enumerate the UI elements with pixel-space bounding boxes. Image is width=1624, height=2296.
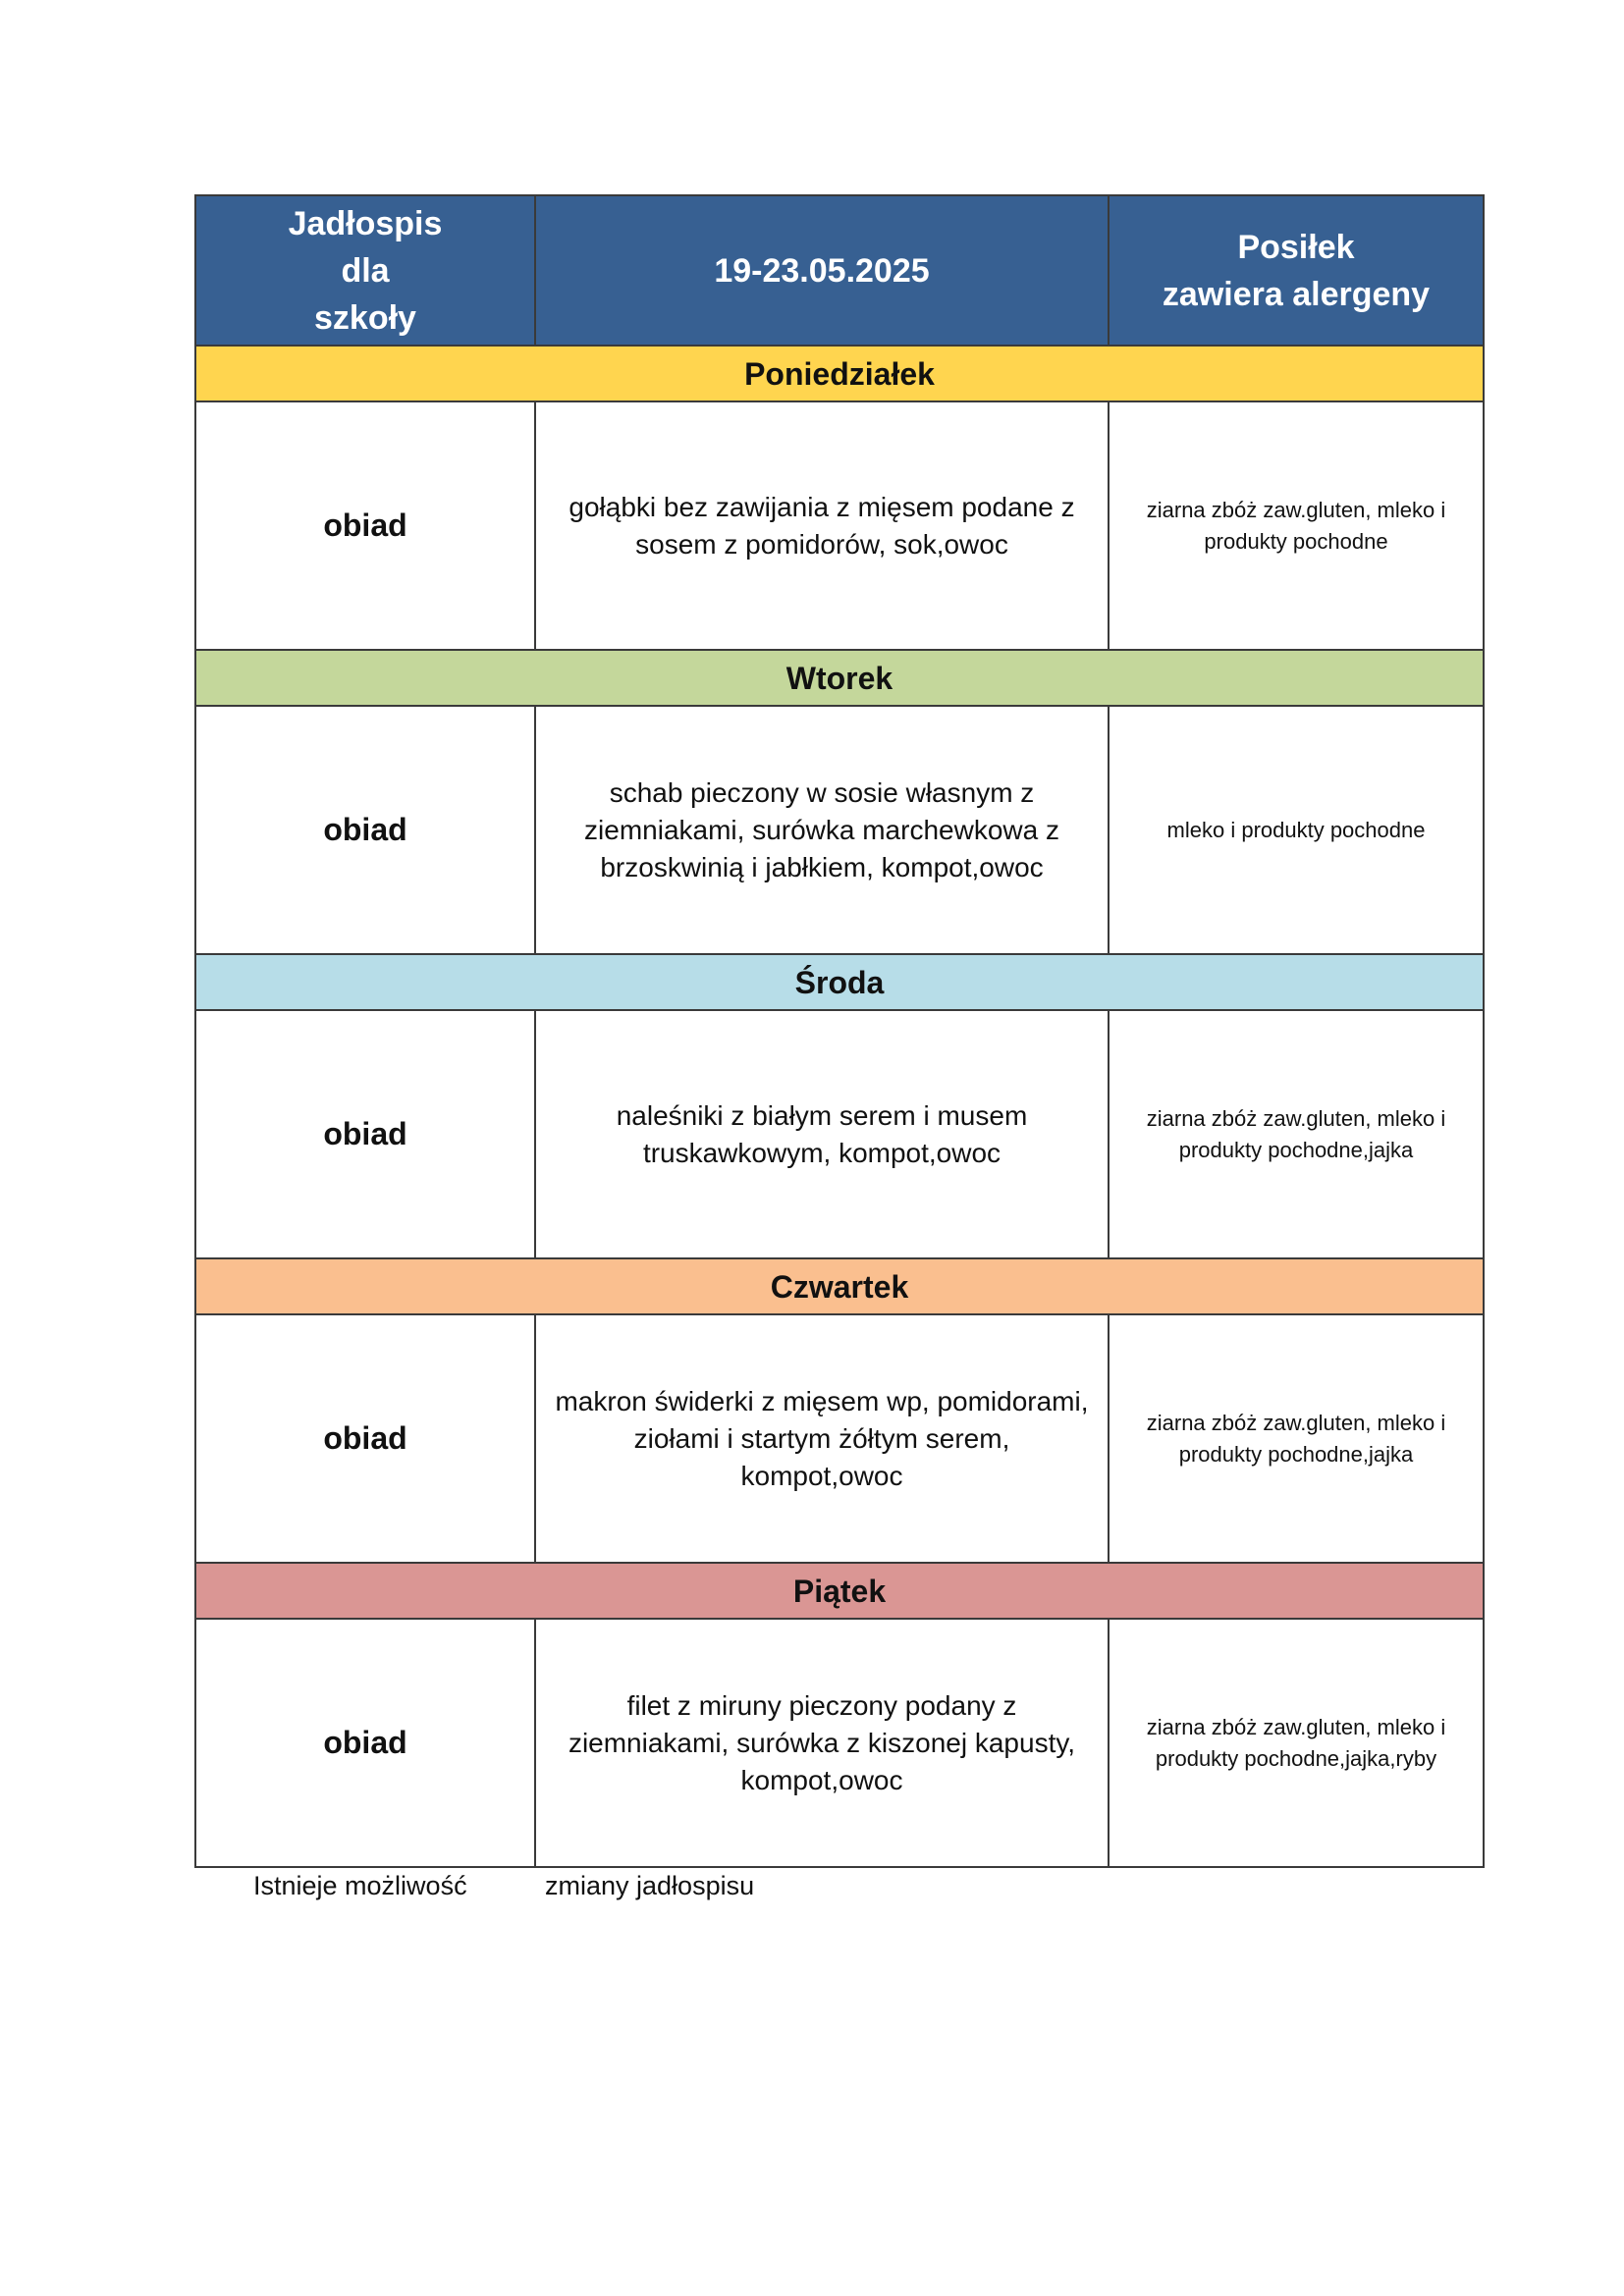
day-header-row xyxy=(195,650,1484,706)
meal-allergens: ziarna zbóż zaw.gluten, mleko i produkty pochodne,jajka,ryby xyxy=(1109,1619,1484,1867)
meal-description: gołąbki bez zawijania z mięsem podane z sosem z pomidorów, sok,owoc xyxy=(535,401,1109,650)
menu-title-line: dla xyxy=(341,251,390,290)
meal-row xyxy=(195,706,1484,954)
meal-description: schab pieczony w sosie własnym z ziemniakami, surówka marchewkowa z brzoskwinią i jabłkiem, kompot,owoc xyxy=(535,706,1109,954)
meal-row xyxy=(195,1010,1484,1258)
day-header-row xyxy=(195,1563,1484,1619)
menu-title-line: Jadłospis xyxy=(288,204,443,242)
day-name: Poniedziałek xyxy=(195,346,1484,401)
meal-type: obiad xyxy=(195,706,535,954)
meal-row xyxy=(195,1314,1484,1563)
allergen-header-line: zawiera alergeny xyxy=(1162,275,1431,313)
meal-row xyxy=(195,1619,1484,1867)
day-header-row xyxy=(195,1258,1484,1314)
day-header-row xyxy=(195,954,1484,1010)
day-name: Piątek xyxy=(195,1563,1484,1619)
date-range: 19-23.05.2025 xyxy=(714,251,930,290)
meal-type: obiad xyxy=(195,1619,535,1867)
menu-header-row xyxy=(195,195,1484,346)
meal-allergens: ziarna zbóż zaw.gluten, mleko i produkty pochodne,jajka xyxy=(1109,1314,1484,1563)
meal-allergens: mleko i produkty pochodne xyxy=(1109,706,1484,954)
day-name: Wtorek xyxy=(195,650,1484,706)
menu-table xyxy=(194,194,1485,1868)
menu-title-line: szkoły xyxy=(314,298,416,337)
meal-description: naleśniki z białym serem i musem truskawkowym, kompot,owoc xyxy=(535,1010,1109,1258)
date-range-cell xyxy=(535,195,1109,346)
meal-type: obiad xyxy=(195,1010,535,1258)
meal-allergens: ziarna zbóż zaw.gluten, mleko i produkty pochodne xyxy=(1109,401,1484,650)
meal-allergens: ziarna zbóż zaw.gluten, mleko i produkty pochodne,jajka xyxy=(1109,1010,1484,1258)
day-header-row xyxy=(195,346,1484,401)
day-name: Czwartek xyxy=(195,1258,1484,1314)
day-name: Środa xyxy=(195,954,1484,1010)
footer-note-right: zmiany jadłospisu xyxy=(545,1871,755,1900)
allergen-header-line: Posiłek xyxy=(1237,228,1355,266)
meal-type: obiad xyxy=(195,401,535,650)
meal-description: makron świderki z mięsem wp, pomidorami, ziołami i startym żółtym serem, kompot,owoc xyxy=(535,1314,1109,1563)
meal-type: obiad xyxy=(195,1314,535,1563)
meal-description: filet z miruny pieczony podany z ziemniakami, surówka z kiszonej kapusty, kompot,owoc xyxy=(535,1619,1109,1867)
footer-note-left: Istnieje możliwość xyxy=(253,1871,467,1900)
meal-row xyxy=(195,401,1484,650)
allergen-header-cell xyxy=(1109,195,1484,346)
menu-title-cell xyxy=(195,195,535,346)
